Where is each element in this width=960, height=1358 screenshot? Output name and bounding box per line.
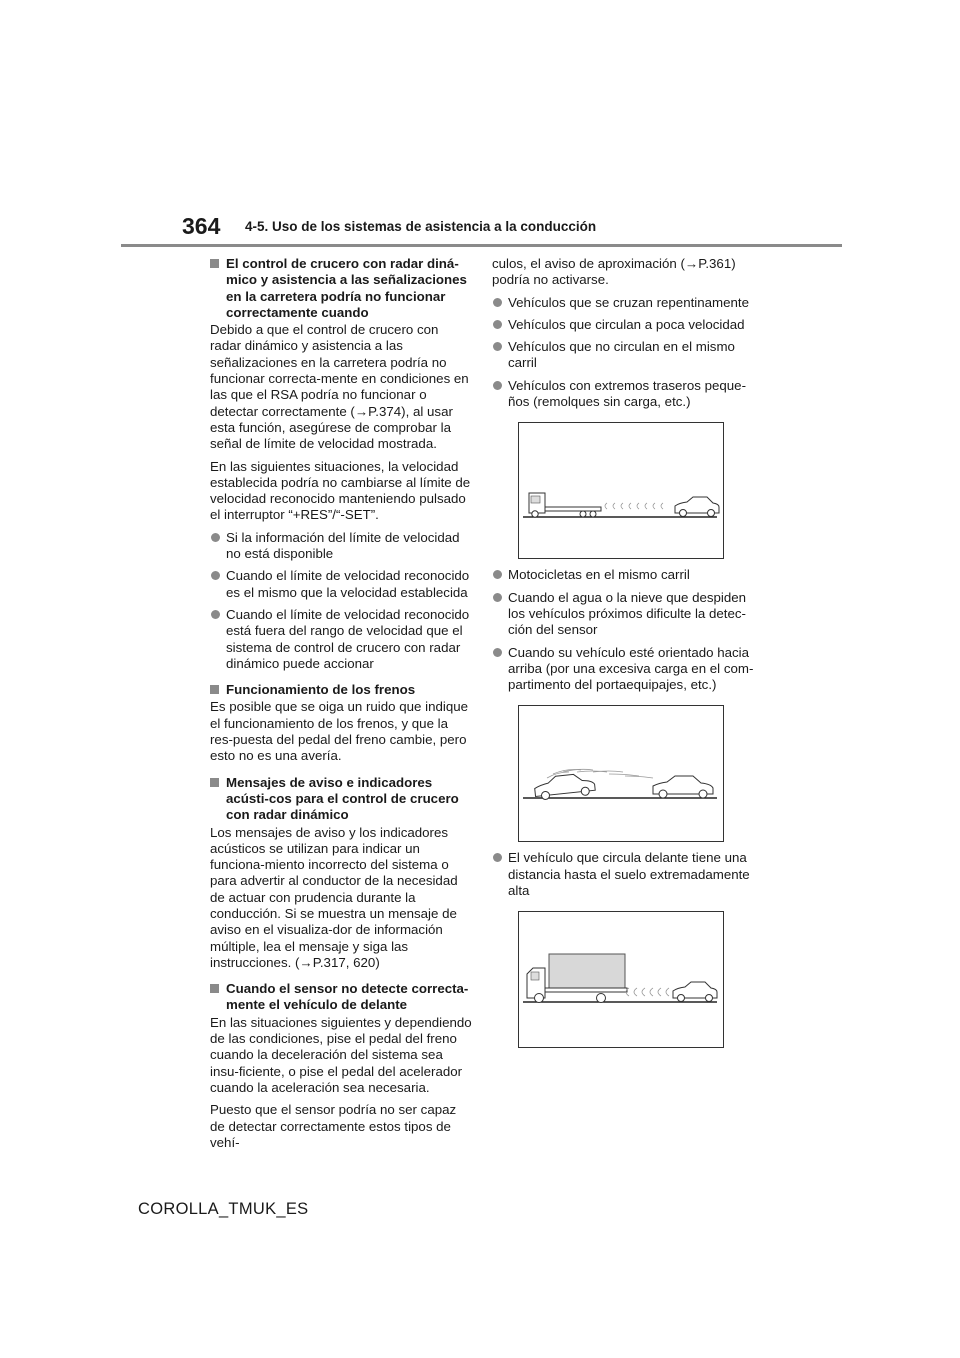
list-item: Vehículos que no circulan en el mismo carril bbox=[492, 339, 754, 372]
circle-bullet-icon bbox=[211, 571, 220, 580]
circle-bullet-icon bbox=[493, 853, 502, 862]
square-bullet-icon bbox=[210, 778, 219, 787]
list-item: Vehículos con extremos traseros peque-ños (remolques sin carga, etc.) bbox=[492, 378, 754, 411]
paragraph: Puesto que el sensor podría no ser capaz de detectar correctamente estos tipos de vehí- bbox=[210, 1102, 457, 1150]
list-item: El vehículo que circula delante tiene una distancia hasta el suelo extremadamente alta bbox=[492, 850, 754, 899]
circle-bullet-icon bbox=[493, 320, 502, 329]
list-item: Vehículos que se cruzan repentinamente bbox=[492, 295, 754, 311]
heading-text: Mensajes de aviso e indicadores acústi-cos para el control de crucero con radar dinámico bbox=[226, 774, 459, 823]
section-title: 4-5. Uso de los sistemas de asistencia a la conducción bbox=[245, 219, 597, 234]
list-item: Cuando el agua o la nieve que despiden los vehículos próximos dificulte la detec-ción del sensor bbox=[492, 590, 754, 639]
header-rule bbox=[121, 244, 842, 247]
circle-bullet-icon bbox=[493, 593, 502, 602]
paragraph: Los mensajes de aviso y los indicadores acústicos se utilizan para indicar un funciona-miento incorrecto del sistema o para advertir al conductor de la necesidad de actuar con prudencia durante la conducción. Si se muestra un mensaje de aviso en el visualiza-dor de información múltiple, lea el mensaje y siga las instrucciones. (→P.317, 620) bbox=[210, 824, 458, 970]
list-item: Cuando su vehículo esté orientado hacia arriba (por una excesiva carga en el com-partimento del portaequipajes, etc.) bbox=[492, 645, 754, 694]
square-bullet-icon bbox=[210, 984, 219, 993]
illustration-high-truck bbox=[518, 911, 724, 1048]
square-bullet-icon bbox=[210, 685, 219, 694]
circle-bullet-icon bbox=[493, 570, 502, 579]
heading-warnings bbox=[210, 775, 472, 824]
left-column bbox=[210, 256, 472, 1157]
heading-brakes bbox=[210, 682, 472, 698]
square-bullet-icon bbox=[210, 259, 219, 268]
circle-bullet-icon bbox=[493, 381, 502, 390]
circle-bullet-icon bbox=[493, 298, 502, 307]
circle-bullet-icon bbox=[493, 342, 502, 351]
circle-bullet-icon bbox=[211, 610, 220, 619]
heading-radar-cruise bbox=[210, 256, 472, 321]
heading-text: Funcionamiento de los frenos bbox=[226, 682, 416, 698]
heading-text: Cuando el sensor no detecte correcta-mente el vehículo de delante bbox=[226, 981, 469, 1013]
circle-bullet-icon bbox=[493, 648, 502, 657]
list-item: Motocicletas en el mismo carril bbox=[492, 567, 754, 583]
paragraph: culos, el aviso de aproximación (→P.361) podría no activarse. bbox=[492, 256, 736, 288]
paragraph: Debido a que el control de crucero con radar dinámico y asistencia a las señalizaciones en la carretera podría no funcionar correcta-mente en condiciones en las que el RSA podría no funcionar o detectar correctamente (→P.374), al usar esta función, asegúrese de comprobar la señal de límite de velocidad mostrada. bbox=[210, 322, 469, 452]
paragraph: En las situaciones siguientes y dependiendo de las condiciones, pise el pedal del freno cuando la deceleración del sistema sea insu-ficiente, o pise el pedal del acelerador cuando la aceleración sea necesaria. bbox=[210, 1014, 472, 1095]
footer-document-code: COROLLA_TMUK_ES bbox=[138, 1200, 309, 1218]
list-item: Si la información del límite de velocidad no está disponible bbox=[210, 530, 472, 563]
heading-sensor bbox=[210, 981, 472, 1014]
right-column bbox=[492, 256, 754, 1056]
page-number: 364 bbox=[182, 213, 221, 239]
paragraph: Es posible que se oiga un ruido que indique el funcionamiento de los frenos, y que la res-puesta del pedal del freno cambie, pero esto no es una avería. bbox=[210, 699, 469, 764]
paragraph: En las siguientes situaciones, la velocidad establecida podría no cambiarse al límite de velocidad reconocido manteniendo pulsado el interruptor “+RES”/“-SET”. bbox=[210, 458, 471, 523]
list-item: Cuando el límite de velocidad reconocido está fuera del rango de velocidad que el sistema de control de crucero con radar dinámico puede accionar bbox=[210, 607, 472, 672]
circle-bullet-icon bbox=[211, 533, 220, 542]
illustration-tilted-car bbox=[518, 705, 724, 842]
illustration-trailer-car bbox=[518, 422, 724, 559]
list-item: Cuando el límite de velocidad reconocido es el mismo que la velocidad establecida bbox=[210, 568, 472, 601]
heading-text: El control de crucero con radar diná-mico y asistencia a las señalizaciones en la carretera podría no funcionar correctamente cuando bbox=[226, 256, 467, 320]
list-item: Vehículos que circulan a poca velocidad bbox=[492, 317, 754, 333]
